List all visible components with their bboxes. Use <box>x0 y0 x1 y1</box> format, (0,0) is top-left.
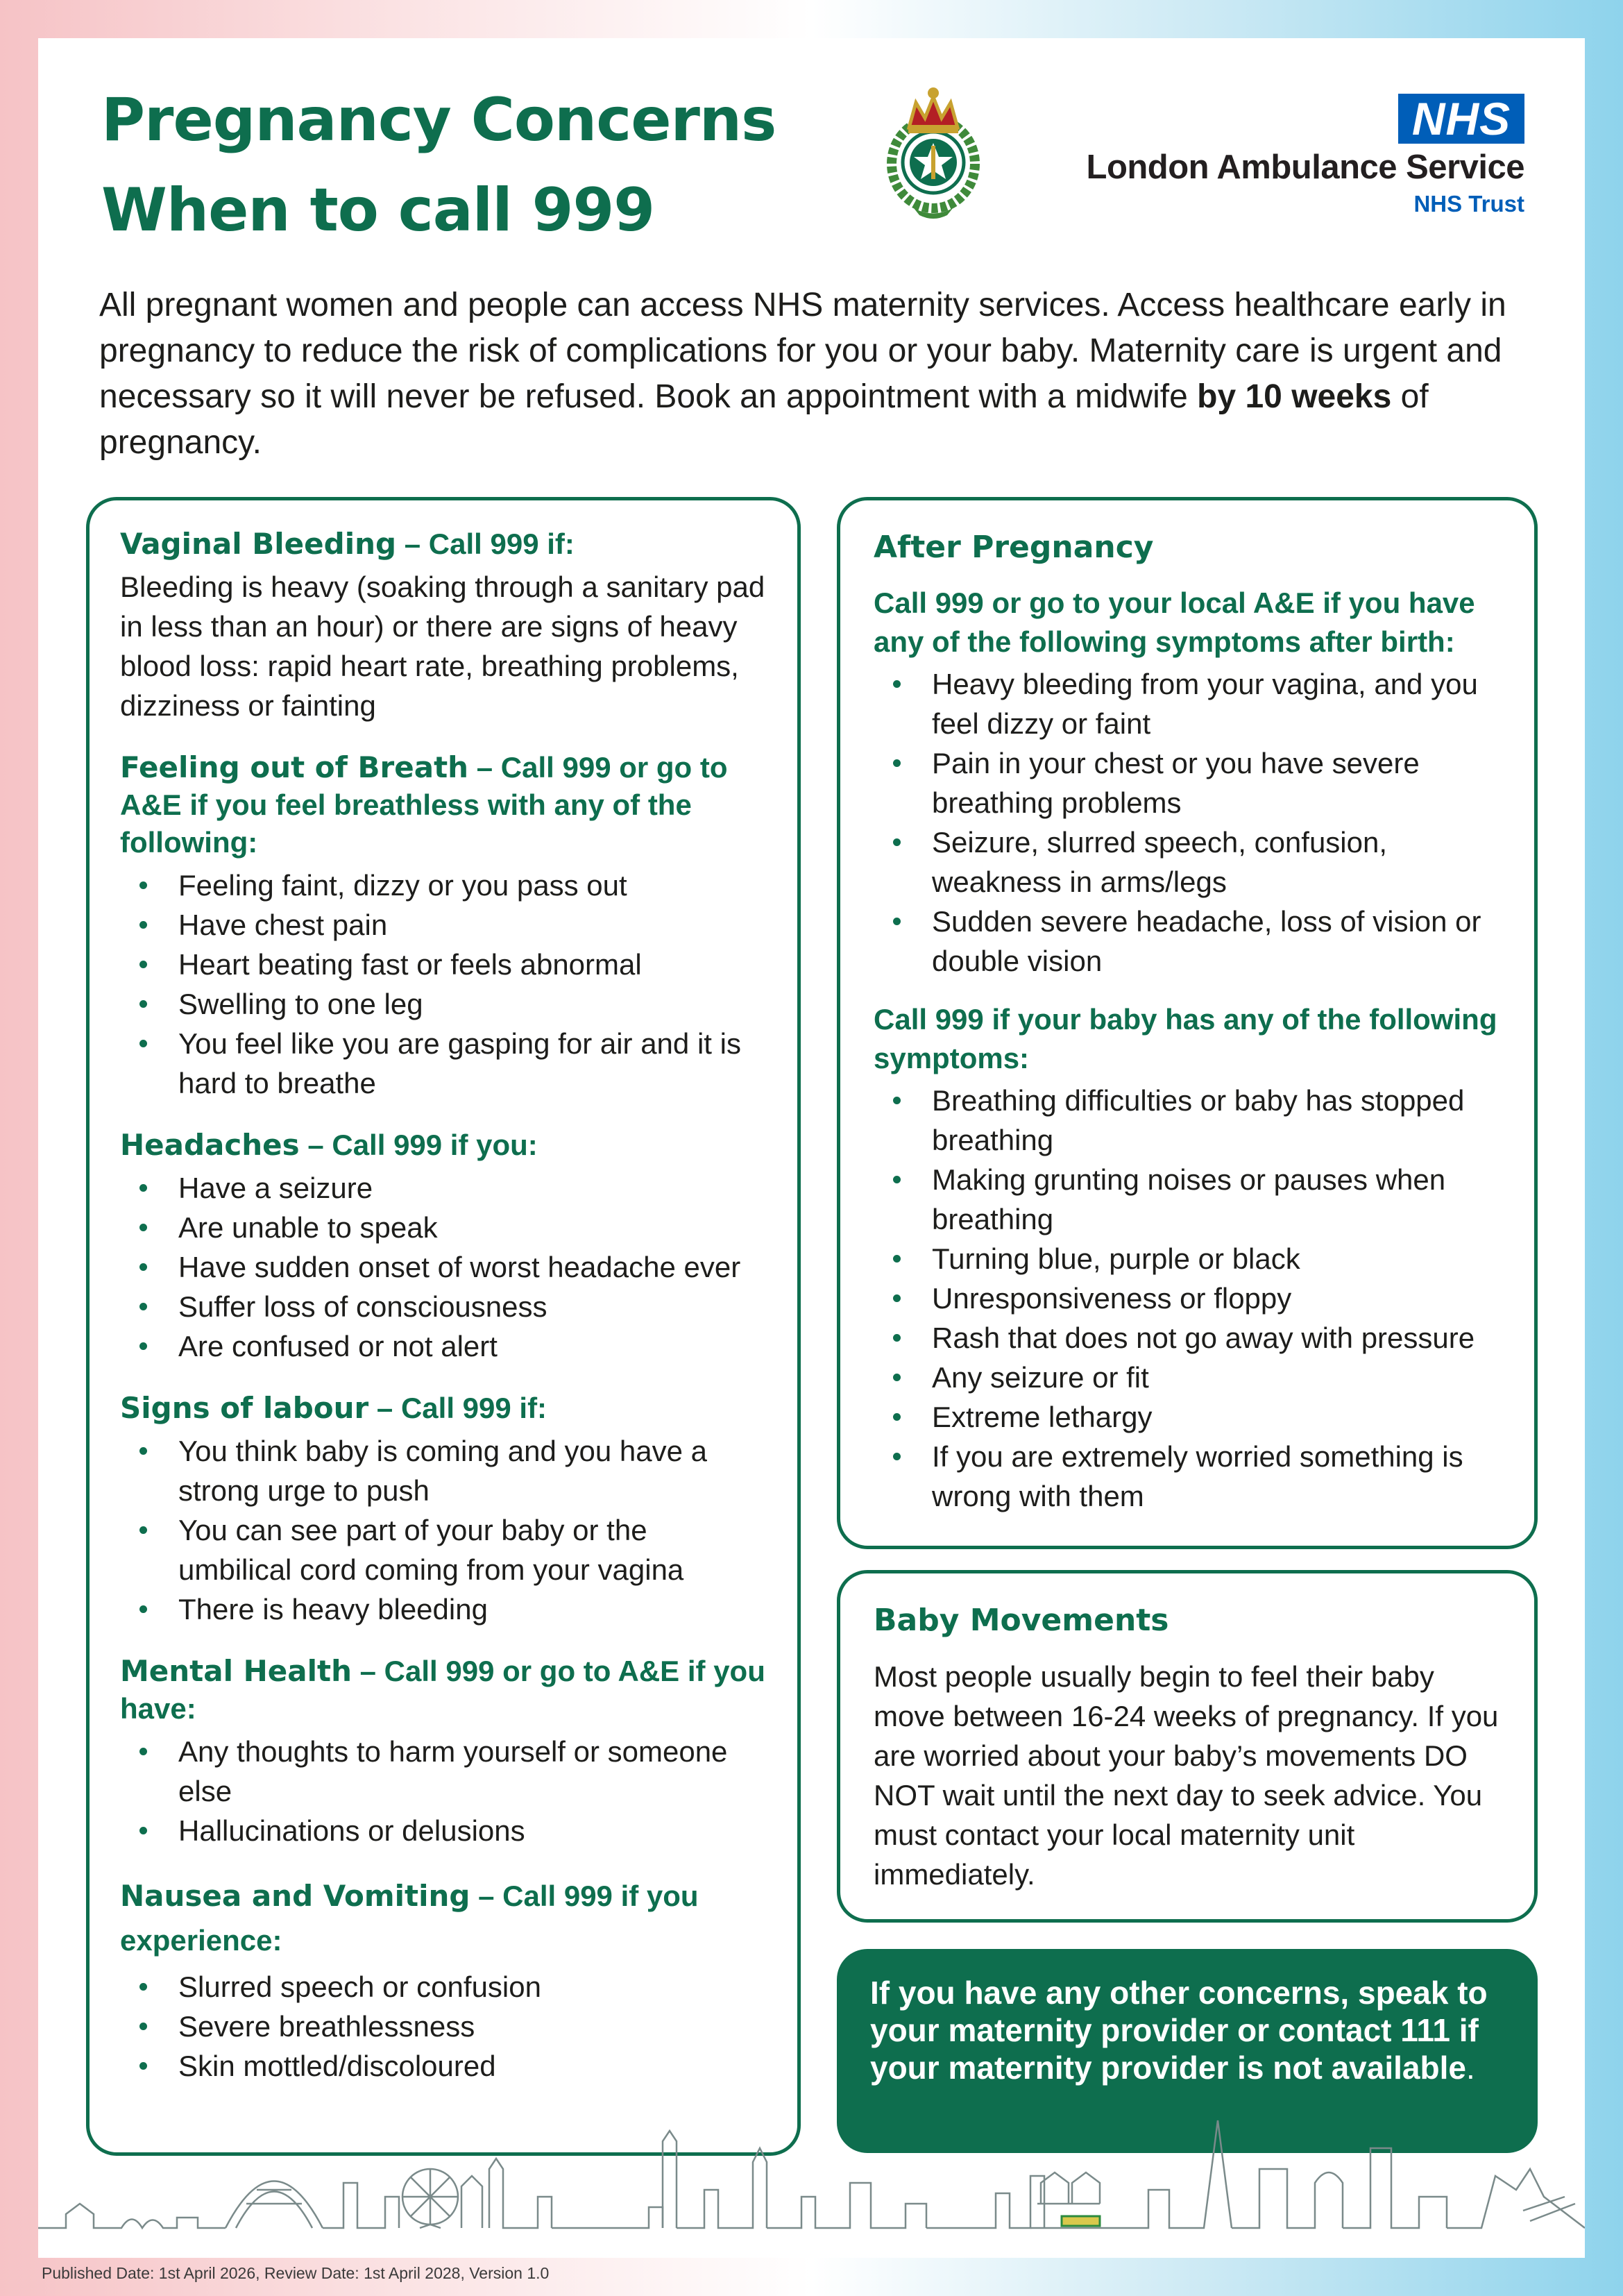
list-item: Any thoughts to harm yourself or someone else <box>120 1732 768 1811</box>
list-item: Swelling to one leg <box>120 984 768 1024</box>
mother-symptoms-heading: Call 999 or go to your local A&E if you have any of the following symptoms after birth: <box>874 586 1475 658</box>
list-item: Slurred speech or confusion <box>120 1967 768 2007</box>
breath-list <box>120 866 768 1103</box>
publication-info: Published Date: 1st April 2026, Review Date: 1st April 2028, Version 1.0 <box>42 2264 550 2282</box>
list-item: You feel like you are gasping for air and it is hard to breathe <box>120 1024 768 1103</box>
title-line-2: When to call 999 <box>101 176 655 245</box>
page-title <box>101 75 776 255</box>
list-item: Making grunting noises or pauses when breathing <box>874 1160 1506 1239</box>
section-title: Headaches <box>120 1128 300 1162</box>
section-heading-nausea <box>120 1874 768 1963</box>
section-title: Signs of labour <box>120 1391 369 1425</box>
list-item: Severe breathlessness <box>120 2007 768 2046</box>
bleeding-text: Bleeding is heavy (soaking through a sanitary pad in less than an hour) or there are signs of heavy blood loss: rapid heart rate, breathing problems, dizziness or fainting <box>120 571 765 722</box>
org-trust: NHS Trust <box>1413 191 1524 217</box>
list-item: Are unable to speak <box>120 1208 768 1247</box>
title-line-1: Pregnancy Concerns <box>101 85 776 155</box>
intro-body: All pregnant women and people can access NHS maternity services. Access healthcare early in pregnancy to reduce the risk of complications for you or your baby. Maternity care is urgent and necessary so it will never be refused. Book an appointment with a midwife <box>99 287 1506 415</box>
list-item: Any seizure or fit <box>874 1358 1506 1397</box>
section-instruction: – Call 999 if you: <box>299 1129 538 1161</box>
section-title: Nausea and Vomiting <box>120 1879 470 1913</box>
section-title: Feeling out of Breath <box>120 750 469 784</box>
section-instruction: – Call 999 if you experience: <box>120 1880 699 1957</box>
list-item: If you are extremely worried something is wrong with them <box>874 1437 1506 1516</box>
mother-symptoms-list <box>874 664 1506 981</box>
section-heading-mental-health <box>120 1653 768 1728</box>
baby-symptoms-list <box>874 1081 1506 1516</box>
baby-movements-card <box>837 1570 1538 1923</box>
after-pregnancy-title: After Pregnancy <box>874 530 1154 565</box>
after-pregnancy-card <box>837 497 1538 1549</box>
nausea-list <box>120 1967 768 2086</box>
list-item: Breathing difficulties or baby has stopped breathing <box>874 1081 1506 1160</box>
list-item: You think baby is coming and you have a strong urge to push <box>120 1431 768 1510</box>
baby-movements-text: Most people usually begin to feel their baby move between 16-24 weeks of pregnancy. If you are worried about your baby’s movements DO NOT wait until the next day to seek advice. You must contact your local maternity unit immediately. <box>874 1660 1499 1891</box>
intro-bold: by 10 weeks <box>1197 378 1392 415</box>
other-concerns-end: . <box>1465 2050 1475 2086</box>
list-item: Extreme lethargy <box>874 1397 1506 1437</box>
list-item: Unresponsiveness or floppy <box>874 1278 1506 1318</box>
mental-health-list <box>120 1732 768 1850</box>
ambulance-crest-icon <box>885 76 982 222</box>
intro-end: of pregnancy. <box>99 378 1429 461</box>
baby-movements-title: Baby Movements <box>874 1603 1169 1638</box>
list-item: Pain in your chest or you have severe breathing problems <box>874 743 1506 822</box>
list-item: Rash that does not go away with pressure <box>874 1318 1506 1358</box>
list-item: There is heavy bleeding <box>120 1589 768 1629</box>
section-heading-bleeding <box>120 525 768 563</box>
list-item: Skin mottled/discoloured <box>120 2046 768 2086</box>
section-heading-breath <box>120 749 768 861</box>
list-item: Have a seizure <box>120 1168 768 1208</box>
london-skyline-icon <box>38 2093 1585 2238</box>
section-instruction: – Call 999 if: <box>368 1392 547 1424</box>
list-item: Feeling faint, dizzy or you pass out <box>120 866 768 905</box>
baby-symptoms-heading: Call 999 if your baby has any of the following symptoms: <box>874 1003 1497 1074</box>
headaches-list <box>120 1168 768 1366</box>
list-item: Suffer loss of consciousness <box>120 1287 768 1326</box>
list-item: Turning blue, purple or black <box>874 1239 1506 1278</box>
section-instruction: – Call 999 or go to A&E if you feel breathless with any of the following: <box>120 751 728 859</box>
list-item: Sudden severe headache, loss of vision or double vision <box>874 902 1506 981</box>
list-item: Have chest pain <box>120 905 768 945</box>
org-name: London Ambulance Service <box>1086 149 1524 186</box>
section-title: Vaginal Bleeding <box>120 527 397 561</box>
list-item: Heavy bleeding from your vagina, and you feel dizzy or faint <box>874 664 1506 743</box>
section-heading-headaches <box>120 1126 768 1164</box>
section-title: Mental Health <box>120 1654 352 1688</box>
list-item: Have sudden onset of worst headache ever <box>120 1247 768 1287</box>
nhs-logo <box>1039 94 1524 219</box>
intro-text <box>99 282 1536 466</box>
section-instruction: – Call 999 if: <box>396 527 575 560</box>
list-item: You can see part of your baby or the umbilical cord coming from your vagina <box>120 1510 768 1589</box>
list-item: Seizure, slurred speech, confusion, weakness in arms/legs <box>874 822 1506 902</box>
other-concerns-text: If you have any other concerns, speak to your maternity provider or contact 111 if your maternity provider is not available <box>870 1975 1488 2086</box>
list-item: Hallucinations or delusions <box>120 1811 768 1850</box>
list-item: Are confused or not alert <box>120 1326 768 1366</box>
nhs-logo-badge: NHS <box>1398 94 1524 144</box>
labour-list <box>120 1431 768 1629</box>
list-item: Heart beating fast or feels abnormal <box>120 945 768 984</box>
section-heading-labour <box>120 1390 768 1427</box>
section-instruction: – Call 999 or go to A&E if you have: <box>120 1655 765 1725</box>
emergency-signs-card <box>86 497 801 2156</box>
